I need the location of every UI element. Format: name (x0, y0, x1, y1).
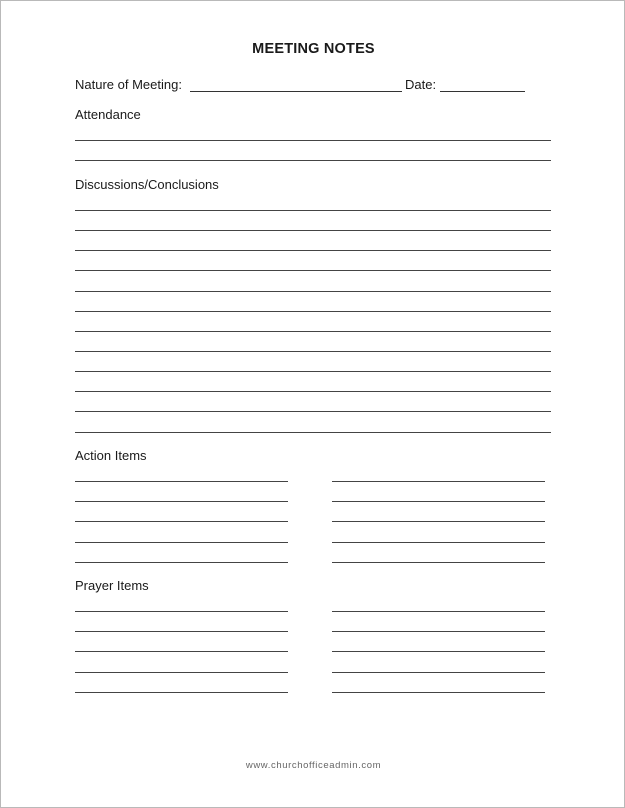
discussion-line[interactable] (75, 291, 551, 292)
attendance-line[interactable] (75, 140, 551, 141)
discussions-label: Discussions/Conclusions (75, 177, 219, 192)
action-item-line-right[interactable] (332, 562, 545, 563)
discussion-line[interactable] (75, 230, 551, 231)
attendance-line[interactable] (75, 160, 551, 161)
prayer-item-line-right[interactable] (332, 631, 545, 632)
prayer-item-line-right[interactable] (332, 651, 545, 652)
footer-url: www.churchofficeadmin.com (245, 760, 382, 771)
discussion-line[interactable] (75, 250, 551, 251)
action-item-line-left[interactable] (75, 481, 288, 482)
action-item-line-right[interactable] (332, 542, 545, 543)
page-title: MEETING NOTES (252, 41, 375, 57)
discussion-line[interactable] (75, 351, 551, 352)
discussion-line[interactable] (75, 371, 551, 372)
action-item-line-right[interactable] (332, 501, 545, 502)
date-label: Date: (405, 77, 437, 92)
action-item-line-right[interactable] (332, 481, 545, 482)
discussion-line[interactable] (75, 411, 551, 412)
prayer-items-label: Prayer Items (75, 578, 149, 593)
action-item-line-right[interactable] (332, 521, 545, 522)
action-item-line-left[interactable] (75, 542, 288, 543)
prayer-item-line-right[interactable] (332, 611, 545, 612)
discussion-line[interactable] (75, 311, 551, 312)
action-item-line-left[interactable] (75, 501, 288, 502)
action-item-line-left[interactable] (75, 562, 288, 563)
prayer-item-line-left[interactable] (75, 692, 288, 693)
discussion-line[interactable] (75, 270, 551, 271)
prayer-item-line-left[interactable] (75, 631, 288, 632)
discussion-line[interactable] (75, 391, 551, 392)
prayer-item-line-left[interactable] (75, 672, 288, 673)
action-item-line-left[interactable] (75, 521, 288, 522)
nature-of-meeting-label: Nature of Meeting: (75, 77, 182, 92)
date-field[interactable] (440, 91, 525, 92)
prayer-item-line-right[interactable] (332, 672, 545, 673)
discussion-line[interactable] (75, 331, 551, 332)
prayer-item-line-right[interactable] (332, 692, 545, 693)
discussion-line[interactable] (75, 432, 551, 433)
discussion-line[interactable] (75, 210, 551, 211)
action-items-label: Action Items (75, 448, 147, 463)
prayer-item-line-left[interactable] (75, 651, 288, 652)
attendance-label: Attendance (75, 107, 141, 122)
nature-of-meeting-field[interactable] (190, 91, 402, 92)
prayer-item-line-left[interactable] (75, 611, 288, 612)
